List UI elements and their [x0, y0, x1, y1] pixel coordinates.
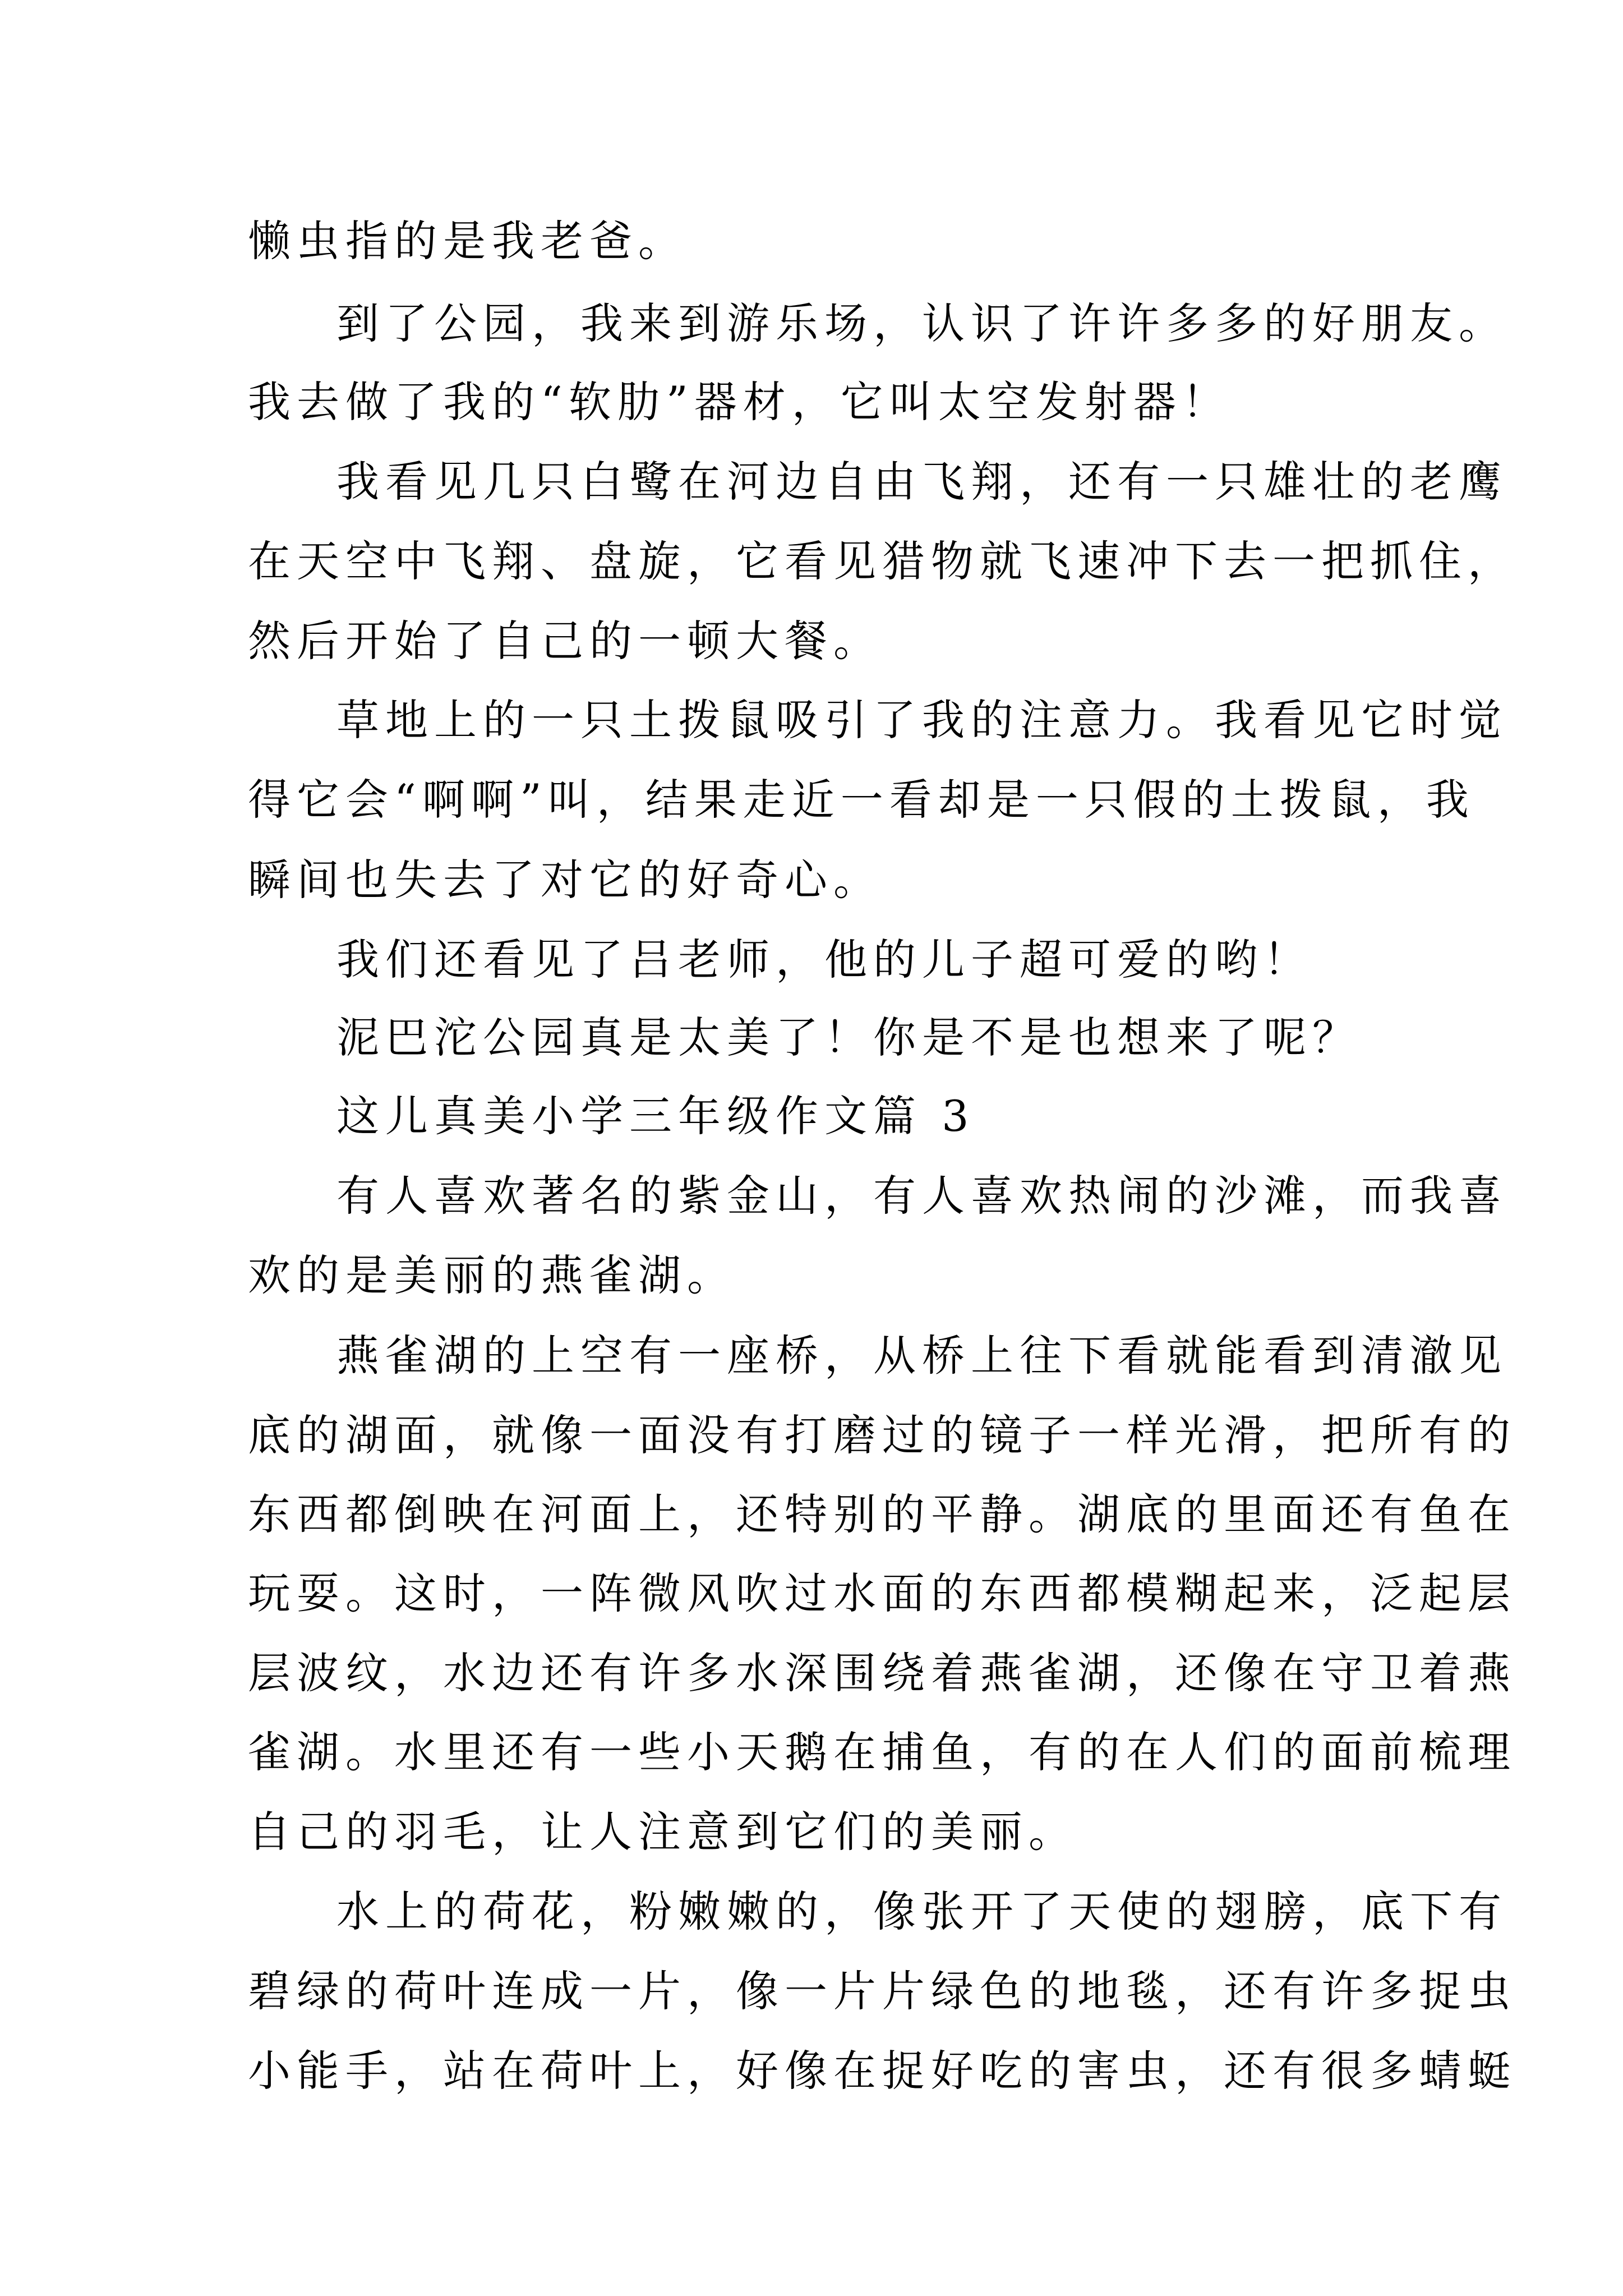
- text-line: 欢的是美丽的燕雀湖。: [248, 1250, 736, 1300]
- text-line: 碧绿的荷叶连成一片，像一片片绿色的地毯，还有许多捉虫: [248, 1966, 1516, 2016]
- text-line: 玩耍。这时，一阵微风吹过水面的东西都模糊起来，泛起层: [248, 1568, 1516, 1618]
- text-line: 我们还看见了吕老师，他的儿子超可爱的哟！: [336, 935, 1312, 984]
- text-line: 我去做了我的“软肋”器材，它叫太空发射器！: [248, 377, 1231, 427]
- section-heading: 这儿真美小学三年级作文篇 3: [336, 1091, 975, 1141]
- text-line: 在天空中飞翔、盘旋，它看见猎物就飞速冲下去一把抓住，: [248, 536, 1516, 586]
- text-line: 雀湖。水里还有一些小天鹅在捕鱼，有的在人们的面前梳理: [248, 1727, 1516, 1777]
- text-line: 燕雀湖的上空有一座桥，从桥上往下看就能看到清澈见: [336, 1331, 1507, 1381]
- text-line: 层波纹，水边还有许多水深围绕着燕雀湖，还像在守卫着燕: [248, 1648, 1516, 1698]
- text-line: 然后开始了自己的一顿大餐。: [248, 616, 882, 666]
- text-line: 有人喜欢著名的紫金山，有人喜欢热闹的沙滩，而我喜: [336, 1171, 1507, 1221]
- text-line: 瞬间也失去了对它的好奇心。: [248, 855, 882, 905]
- text-line: 东西都倒映在河面上，还特别的平静。湖底的里面还有鱼在: [248, 1489, 1516, 1539]
- text-line: 自己的羽毛，让人注意到它们的美丽。: [248, 1807, 1077, 1857]
- text-line: 水上的荷花，粉嫩嫩的，像张开了天使的翅膀，底下有: [336, 1887, 1507, 1936]
- text-line: 泥巴沱公园真是太美了！你是不是也想来了呢？: [336, 1013, 1361, 1062]
- text-line: 到了公园，我来到游乐场，认识了许许多多的好朋友。: [336, 298, 1507, 348]
- text-line: 得它会“啊啊”叫，结果走近一看却是一只假的土拨鼠，我: [248, 775, 1475, 825]
- text-line: 小能手，站在荷叶上，好像在捉好吃的害虫，还有很多蜻蜓: [248, 2046, 1516, 2096]
- text-line: 懒虫指的是我老爸。: [248, 216, 687, 266]
- text-line: 草地上的一只土拨鼠吸引了我的注意力。我看见它时觉: [336, 695, 1507, 745]
- text-line: 我看见几只白鹭在河边自由飞翔，还有一只雄壮的老鹰: [336, 457, 1507, 507]
- text-line: 底的湖面，就像一面没有打磨过的镜子一样光滑，把所有的: [248, 1410, 1516, 1460]
